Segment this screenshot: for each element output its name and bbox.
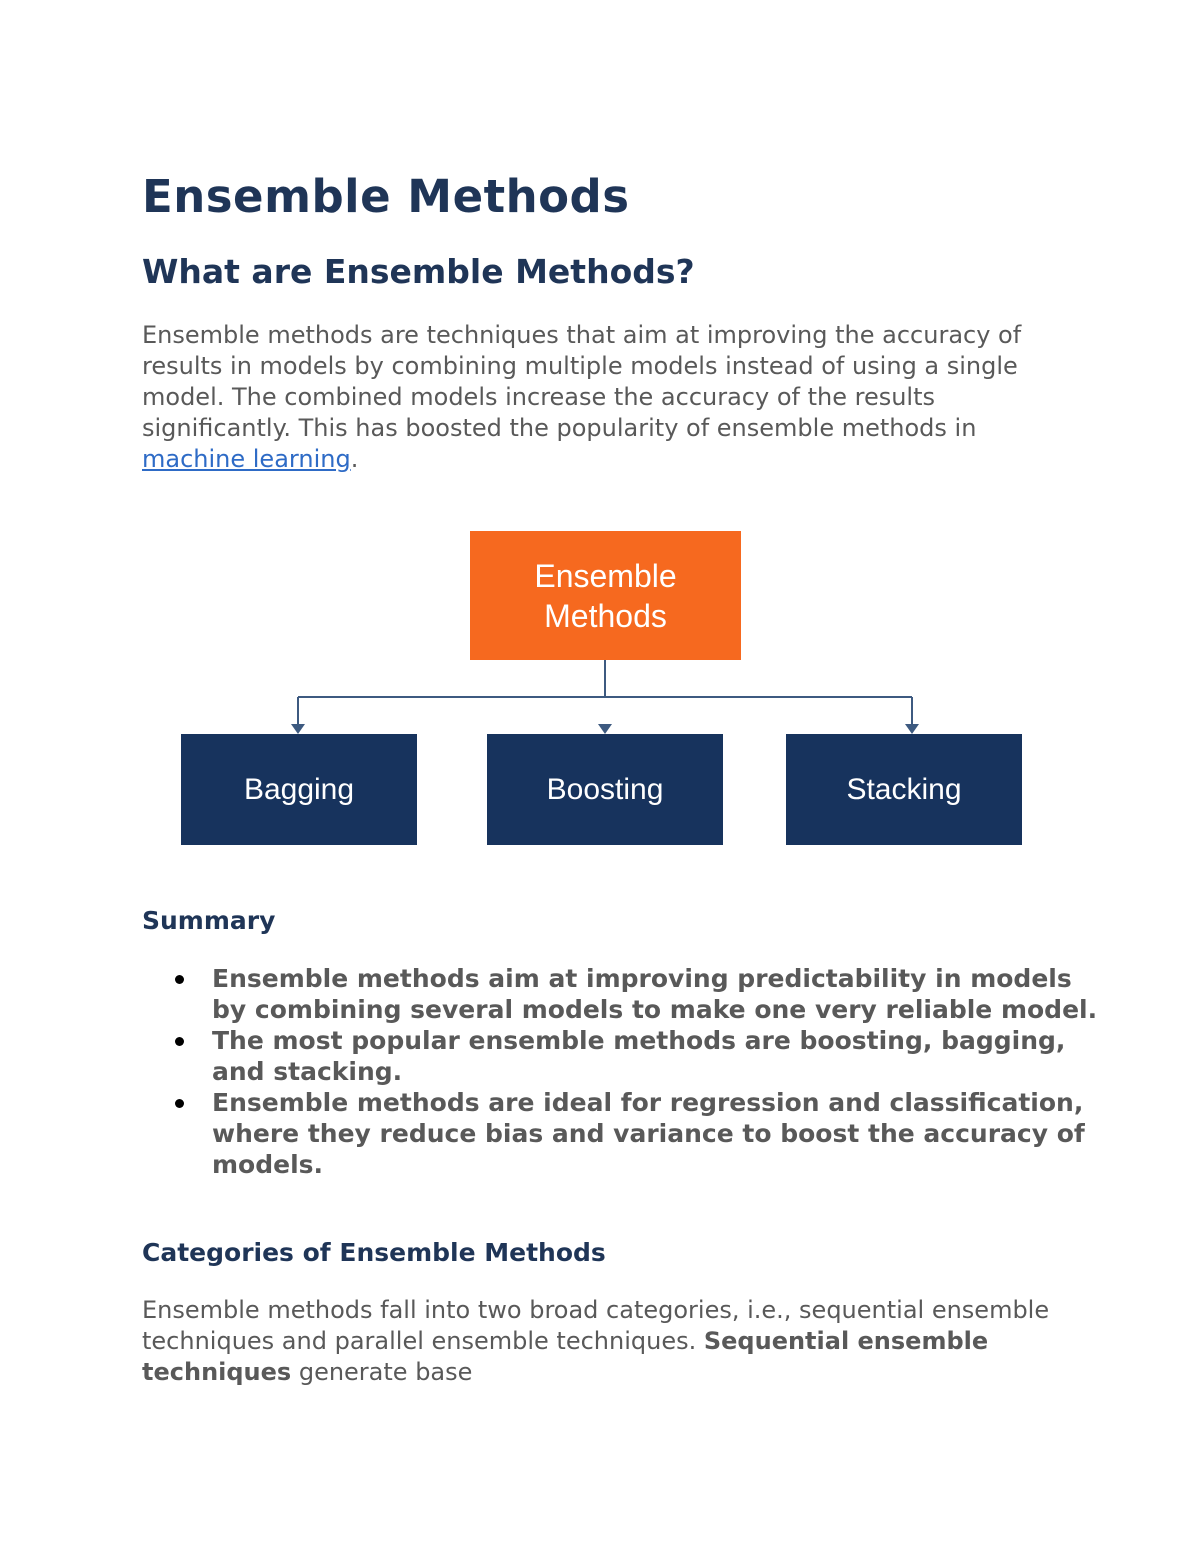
ensemble-methods-box	[470, 531, 741, 660]
categories-heading: Categories of Ensemble Methods	[142, 1238, 606, 1267]
summary-item-text: Ensemble methods are ideal for regression and classification, where they reduce bias and variance to boost the accuracy of models.	[212, 1088, 1085, 1179]
categories-text-end: generate base	[291, 1358, 473, 1386]
bullet-icon	[175, 975, 184, 984]
arrow-down-icon	[291, 724, 305, 734]
sequential-techniques-term: Sequential ensemble techniques	[142, 1327, 989, 1386]
bullet-icon	[175, 1099, 184, 1108]
arrow-down-icon	[598, 724, 612, 734]
root-box-label	[534, 556, 676, 636]
summary-list	[142, 963, 1112, 1180]
summary-item-text: The most popular ensemble methods are boosting, bagging, and stacking.	[212, 1026, 1066, 1086]
list-item	[212, 1025, 1112, 1087]
section-heading-what-are: What are Ensemble Methods?	[142, 252, 695, 291]
root-label-line2: Methods	[544, 597, 667, 634]
page-title: Ensemble Methods	[142, 170, 630, 223]
intro-paragraph	[142, 320, 1072, 475]
list-item	[212, 963, 1112, 1025]
machine-learning-link[interactable]: machine learning	[142, 445, 351, 473]
stacking-box: Stacking	[786, 734, 1022, 845]
boosting-box: Boosting	[487, 734, 723, 845]
bullet-icon	[175, 1037, 184, 1046]
categories-paragraph	[142, 1295, 1072, 1388]
arrow-down-icon	[905, 724, 919, 734]
intro-text: Ensemble methods are techniques that aim at improving the accuracy of results in models by combining multiple models instead of using a single model. The combined models increase the accuracy of the results significantly. This has boosted the popularity of ensemble methods in	[142, 321, 1022, 442]
list-item	[212, 1087, 1112, 1180]
intro-end: .	[350, 445, 359, 473]
summary-item-text: Ensemble methods aim at improving predictability in models by combining several models to make one very reliable model.	[212, 964, 1098, 1024]
categories-text-start: Ensemble methods fall into two broad categories, i.e., sequential ensemble techniques and parallel ensemble techniques.	[142, 1296, 1050, 1355]
summary-heading: Summary	[142, 906, 276, 935]
root-label-line1: Ensemble	[534, 557, 677, 594]
bagging-box: Bagging	[181, 734, 417, 845]
